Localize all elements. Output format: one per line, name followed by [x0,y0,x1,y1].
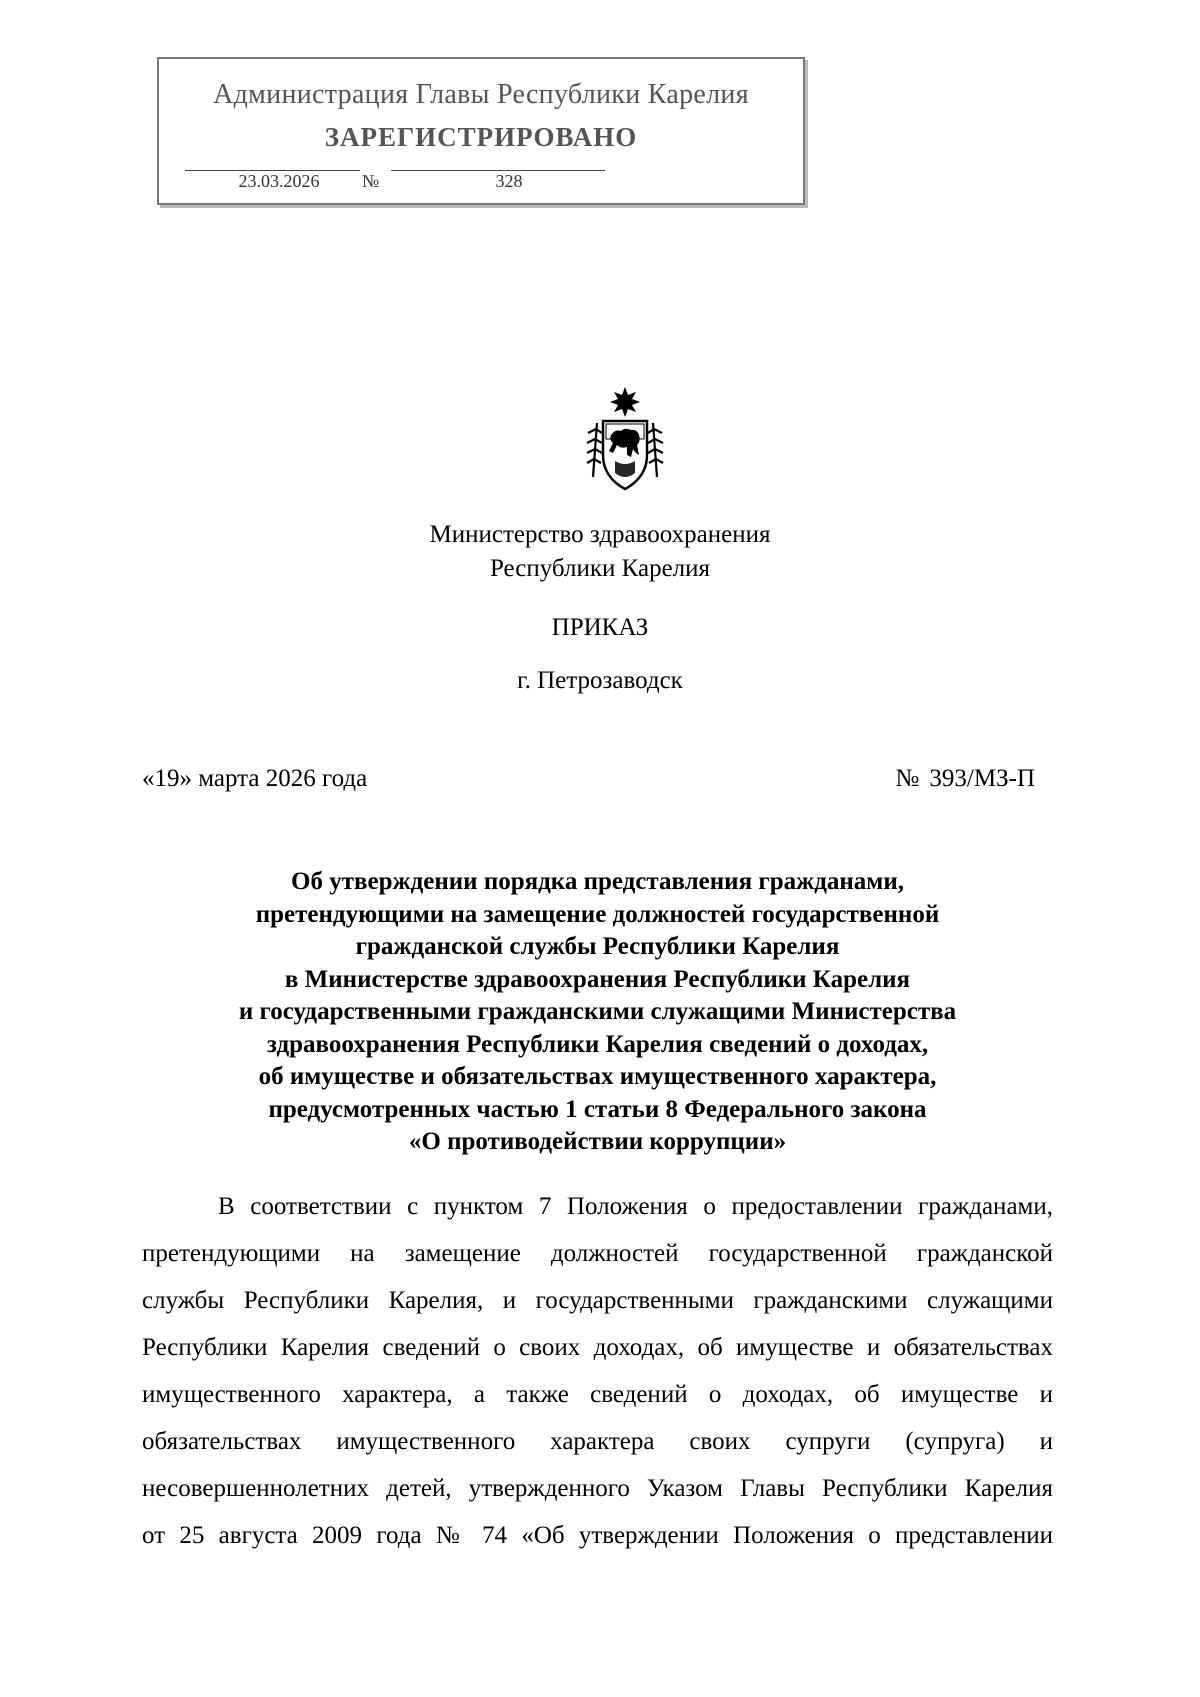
order-subject [140,866,1055,1159]
subject-line: и государственными гражданскими служащими Министерства [238,998,957,1025]
ministry-line-2: Республики Карелия [489,555,711,582]
body-line: от 25 августа 2009 года № 74 «Об утверждении Положения о представлении [142,1522,1053,1549]
body-line: имущественного характера, а также сведений о доходах, об имуществе и [142,1381,1053,1408]
coat-of-arms-icon [585,385,665,495]
stamp-number: 328 [495,171,523,191]
subject-line: Об утверждении порядка представления гражданами, [291,868,904,895]
order-number: № 393/МЗ-П [895,765,1035,792]
body-paragraph [142,1183,1053,1559]
document-type: ПРИКАЗ [551,614,649,641]
subject-line: здравоохранения Республики Карелия сведений о доходах, [266,1030,929,1058]
stamp-date: 23.03.2026 [238,171,320,191]
order-date: «19» марта 2026 года [142,765,368,792]
ministry-line-1: Министерство здравоохранения [429,521,771,548]
body-line: обязательствах имущественного характера своих супруги (супруга) и [142,1428,1053,1455]
body-line: В соответствии с пунктом 7 Положения о предоставлении гражданами, [218,1193,1053,1220]
subject-line: об имуществе и обязательствах имущественного характера, [258,1063,937,1090]
subject-line: предусмотренных частью 1 статьи 8 Федерального закона [268,1095,927,1123]
coat-of-arms-graphic [585,385,665,495]
registration-stamp [157,57,805,205]
body-line: Республики Карелия сведений о своих доходах, об имуществе и обязательствах [142,1334,1053,1361]
subject-line: «О противодействии коррупции» [408,1128,787,1155]
stamp-organization: Администрация Главы Республики Карелия [213,79,749,110]
body-line: несовершеннолетних детей, утвержденного Указом Главы Республики Карелия [142,1475,1053,1502]
body-line: претендующими на замещение должностей государственной гражданской [142,1240,1053,1267]
ministry-name [0,518,1200,586]
stamp-number-label: № [362,171,380,191]
subject-line: гражданской службы Республики Карелия [355,933,840,960]
city: г. Петрозаводск [517,667,683,694]
body-line: службы Республики Карелия, и государственными гражданскими служащими [142,1287,1053,1314]
stamp-status: ЗАРЕГИСТРИРОВАНО [324,122,638,152]
subject-line: в Министерстве здравоохранения Республики Карелия [284,965,911,993]
star-icon [610,387,640,417]
subject-line: претендующими на замещение должностей государственной [255,900,940,928]
